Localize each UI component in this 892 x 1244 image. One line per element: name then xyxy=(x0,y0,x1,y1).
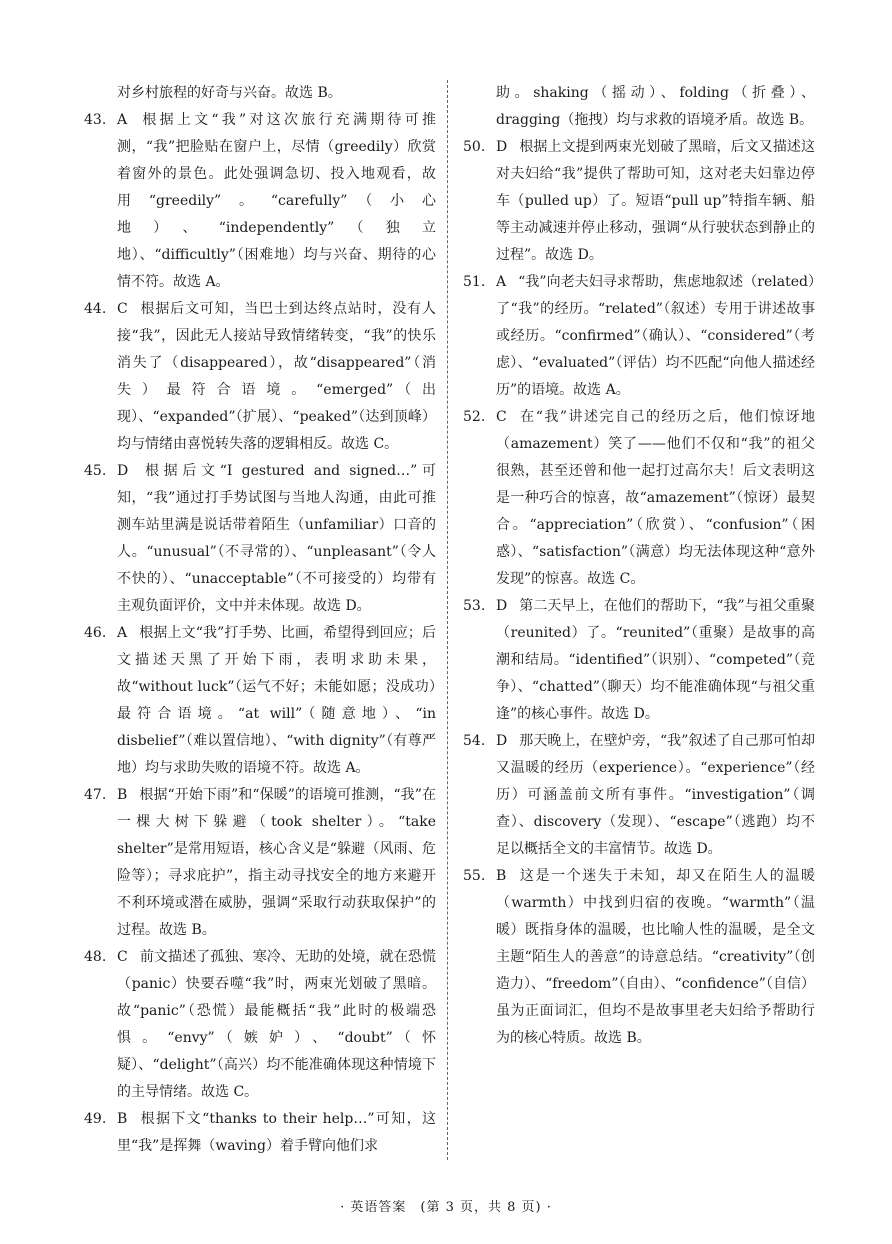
answer-item xyxy=(84,458,436,620)
answer-letter: B xyxy=(496,868,507,884)
answer-letter: A xyxy=(117,112,128,128)
explanation-text xyxy=(496,404,815,593)
explanation-body: 那天晚上，在壁炉旁，“我”叙述了自己那可怕却又温暖的经历（experience）。“experience”（经历）可涵盖前文所有事件。“investigation”（调查）、discovery（发现）、“escape”（逃跑）均不足以概括全文的丰富情节。故选 D。 xyxy=(496,733,815,857)
answer-letter: B xyxy=(117,787,128,803)
answer-letter: C xyxy=(117,301,128,317)
explanation-text xyxy=(117,782,436,944)
question-number: 50. xyxy=(463,139,486,155)
answer-item xyxy=(463,593,815,728)
explanation-body: 根据上文“我”对这次旅行充满期待可推测，“我”把脸贴在窗户上，尽情（greedily）欣赏着窗外的景色。此处强调急切、投入地观看，故用“greedily”。“carefully”（小心地）、“independently”（独立地）、“difficultly”（困难地）均与兴奋、期待的心情不符。故选 A。 xyxy=(117,112,436,290)
question-number: 52. xyxy=(463,409,486,425)
page-footer: · 英语答案 (第 3 页，共 8 页) · xyxy=(340,1200,552,1215)
explanation-body: 根据后文可知，当巴士到达终点站时，没有人接“我”，因此无人接站导致情绪转变，“我”的快乐消失了（disappeared），故“disappeared”（消失）最符合语境。“emerged”（出现）、“expanded”（扩展）、“peaked”（达到顶峰）均与情绪由喜悦转失落的逻辑相反。故选 C。 xyxy=(117,301,436,452)
question-number: 49. xyxy=(84,1111,107,1127)
answer-item xyxy=(84,620,436,782)
question-number: 44. xyxy=(84,301,107,317)
answer-letter: D xyxy=(117,463,129,479)
explanation-text xyxy=(496,134,815,269)
explanation-body: 第二天早上，在他们的帮助下，“我”与祖父重聚（reunited）了。“reunited”（重聚）是故事的高潮和结局。“identified”（识别）、“competed”（竞争）、“chatted”（聊天）均不能准确体现“与祖父重逢”的核心事件。故选 D。 xyxy=(496,598,815,722)
question-number: 45. xyxy=(84,463,107,479)
right-column xyxy=(463,80,815,1052)
answer-letter: A xyxy=(117,625,128,641)
answer-item xyxy=(463,269,815,404)
answer-letter: B xyxy=(117,1111,128,1127)
answer-item xyxy=(463,863,815,1052)
explanation-text xyxy=(117,944,436,1106)
explanation-body: “我”向老夫妇寻求帮助，焦虑地叙述（related）了“我”的经历。“related”（叙述）专用于讲述故事或经历。“confirmed”（确认）、“considered”（考虑）、“evaluated”（评估）均不匹配“向他人描述经历”的语境。故选 A。 xyxy=(496,274,815,398)
explanation-text xyxy=(117,620,436,782)
answer-item xyxy=(84,107,436,296)
answer-letter: A xyxy=(496,274,507,290)
explanation-text xyxy=(496,863,815,1052)
question-number: 43. xyxy=(84,112,107,128)
explanation-body: 根据上文提到两束光划破了黑暗，后文又描述这对夫妇给“我”提供了帮助可知，这对老夫妇靠边停车（pulled up）了。短语“pull up”特指车辆、船等主动减速并停止移动，强调“从行驶状态到静止的过程”。故选 D。 xyxy=(496,139,815,263)
answer-letter: C xyxy=(117,949,128,965)
question-number: 51. xyxy=(463,274,486,290)
lead-text-left: 对乡村旅程的好奇与兴奋。故选 B。 xyxy=(117,85,342,101)
lead-text-right: 助。shaking（摇动）、folding（折叠）、dragging（拖拽）均与求救的语境矛盾。故选 B。 xyxy=(496,85,815,128)
question-number: 54. xyxy=(463,733,486,749)
column-divider xyxy=(447,80,448,1160)
answer-item xyxy=(463,728,815,863)
explanation-text xyxy=(117,1106,436,1160)
answer-item xyxy=(84,1106,436,1160)
explanation-text xyxy=(496,728,815,863)
explanation-body: 根据后文“I gestured and signed…”可知，“我”通过打手势试图与当地人沟通，由此可推测车站里满是说话带着陌生（unfamiliar）口音的人。“unusual”（不寻常的）、“unpleasant”（令人不快的）、“unacceptable”（不可接受的）均带有主观负面评价，文中并未体现。故选 D。 xyxy=(117,463,436,614)
explanation-text xyxy=(496,269,815,404)
question-number: 53. xyxy=(463,598,486,614)
answer-item xyxy=(84,782,436,944)
answer-letter: D xyxy=(496,598,508,614)
answer-item xyxy=(84,944,436,1106)
explanation-text xyxy=(496,593,815,728)
explanation-body: 这是一个迷失于未知，却又在陌生人的温暖（warmth）中找到归宿的夜晚。“warmth”（温暖）既指身体的温暖，也比喻人性的温暖，是全文主题“陌生人的善意”的诗意总结。“creativity”（创造力）、“freedom”（自由）、“confidence”（自信）虽为正面词汇，但均不是故事里老夫妇给予帮助行为的核心特质。故选 B。 xyxy=(496,868,815,1046)
question-number: 46. xyxy=(84,625,107,641)
answer-letter: C xyxy=(496,409,507,425)
answer-letter: D xyxy=(496,139,508,155)
answer-item xyxy=(463,404,815,593)
question-number: 55. xyxy=(463,868,486,884)
explanation-body: 根据上文“我”打手势、比画，希望得到回应；后文描述天黑了开始下雨，表明求助未果，故“without luck”（运气不好；未能如愿；没成功）最符合语境。“at will”（随意地）、“in disbelief”（难以置信地）、“with dignity”（有尊严地）均与求助失败的语境不符。故选 A。 xyxy=(117,625,436,776)
explanation-body: 根据“开始下雨”和“保暖”的语境可推测，“我”在一棵大树下躲避（took shelter）。“take shelter”是常用短语，核心含义是“躲避（风雨、危险等）；寻求庇护”，指主动寻找安全的地方来避开不利环境或潜在威胁，强调“采取行动获取保护”的过程。故选 B。 xyxy=(117,787,436,938)
left-column xyxy=(84,80,436,1160)
explanation-text xyxy=(117,107,436,296)
explanation-text xyxy=(117,458,436,620)
explanation-body: 根据下文“thanks to their help…”可知，这里“我”是挥舞（waving）着手臂向他们求 xyxy=(117,1111,436,1154)
explanation-body: 在“我”讲述完自己的经历之后，他们惊讶地（amazement）笑了——他们不仅和“我”的祖父很熟，甚至还曾和他一起打过高尔夫！后文表明这是一种巧合的惊喜，故“amazement”（惊讶）最契合。“appreciation”（欣赏）、“confusion”（困惑）、“satisfaction”（满意）均无法体现这种“意外发现”的惊喜。故选 C。 xyxy=(496,409,815,587)
answer-item xyxy=(84,296,436,458)
answer-item xyxy=(463,134,815,269)
explanation-text xyxy=(117,296,436,458)
answer-letter: D xyxy=(496,733,508,749)
question-number: 48. xyxy=(84,949,107,965)
explanation-body: 前文描述了孤独、寒冷、无助的处境，就在恐慌（panic）快要吞噬“我”时，两束光划破了黑暗。故“panic”（恐慌）最能概括“我”此时的极端恐惧。“envy”（嫉妒）、“doubt”（怀疑）、“delight”（高兴）均不能准确体现这种情境下的主导情绪。故选 C。 xyxy=(117,949,436,1100)
question-number: 47. xyxy=(84,787,107,803)
